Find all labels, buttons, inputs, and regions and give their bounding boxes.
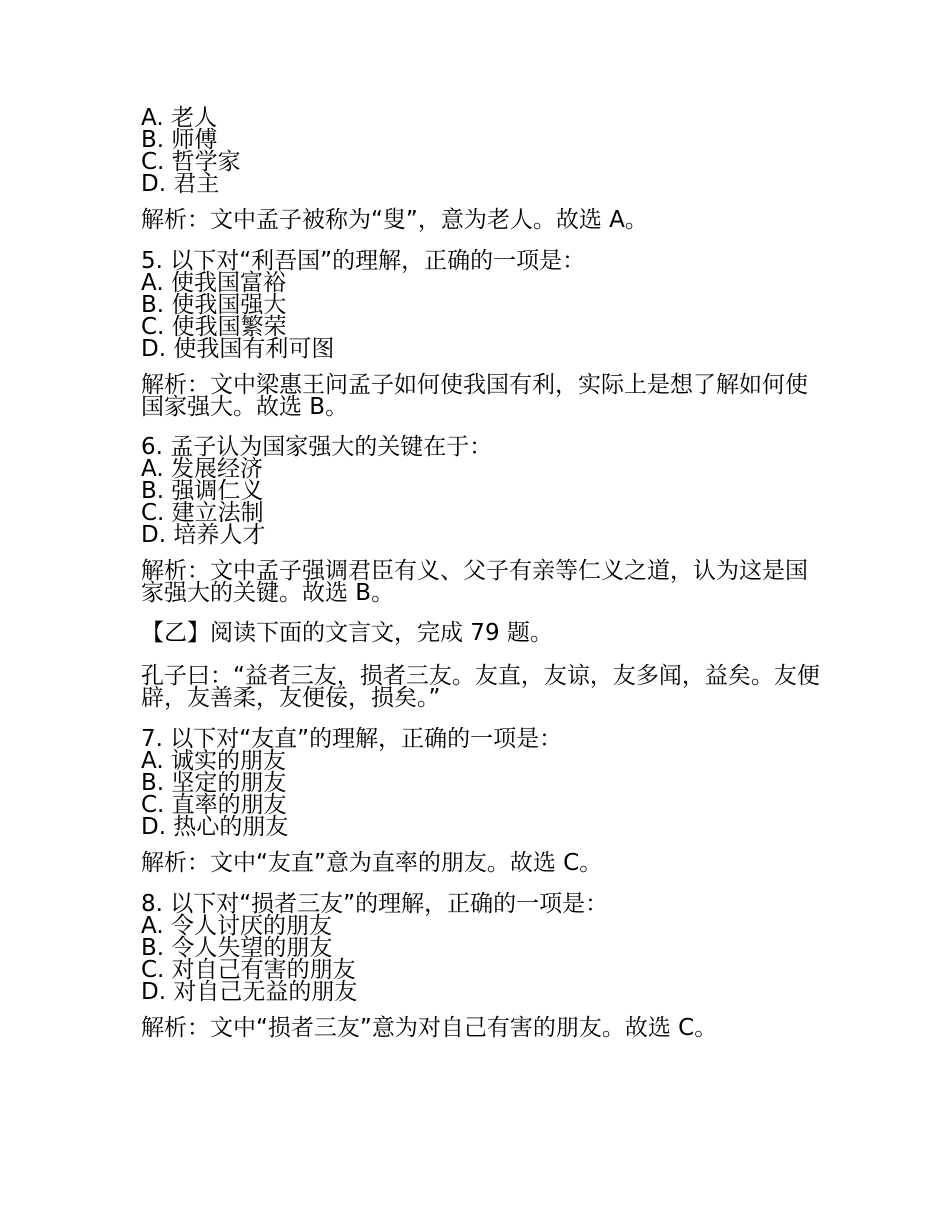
q5-option-c: C. 使我国繁荣 — [141, 314, 287, 340]
q7-option-a: A. 诚实的朋友 — [141, 748, 286, 774]
q8-analysis: 解析：文中“损者三友”意为对自己有害的朋友。故选 C。 — [141, 1015, 718, 1041]
section-yi-heading: 【乙】阅读下面的文言文，完成 79 题。 — [141, 620, 553, 646]
q7 — [141, 728, 821, 838]
q5-analysis: 解析：文中梁惠王问孟子如何使我国有利，实际上是想了解如何使国家强大。故选 B。 — [141, 372, 808, 420]
q7-analysis: 解析：文中“友直”意为直率的朋友。故选 C。 — [141, 850, 603, 876]
q7-option-c: C. 直率的朋友 — [141, 792, 287, 818]
q5-option-a: A. 使我国富裕 — [141, 270, 286, 296]
q4-options — [141, 107, 821, 195]
q6-stem: 6. 孟子认为国家强大的关键在于： — [141, 434, 493, 460]
q8-stem: 8. 以下对“损者三友”的理解，正确的一项是： — [141, 891, 609, 917]
q5-stem: 5. 以下对“利吾国”的理解，正确的一项是： — [141, 248, 586, 274]
q4-option-a: A. 老人 — [141, 105, 217, 131]
q8-option-a: A. 令人讨厌的朋友 — [141, 913, 332, 939]
section-yi-passage: 孔子曰：“益者三友，损者三友。友直，友谅，友多闻，益矣。友便辟，友善柔，友便佞，损矣。” — [141, 663, 820, 711]
q8-option-d: D. 对自己无益的朋友 — [141, 979, 358, 1005]
document-page — [141, 107, 821, 1050]
q5 — [141, 250, 821, 360]
q8 — [141, 893, 821, 1003]
q4-option-b: B. 师傅 — [141, 127, 218, 153]
q8-option-c: C. 对自己有害的朋友 — [141, 957, 356, 983]
q6-option-b: B. 强调仁义 — [141, 478, 264, 504]
q4-analysis: 解析：文中孟子被称为“叟”，意为老人。故选 A。 — [141, 207, 648, 233]
q4-option-d: D. 君主 — [141, 171, 220, 197]
q6 — [141, 436, 821, 546]
q5-option-d: D. 使我国有利可图 — [141, 336, 335, 362]
q5-option-b: B. 使我国强大 — [141, 292, 287, 318]
q6-option-a: A. 发展经济 — [141, 456, 263, 482]
q4-option-c: C. 哲学家 — [141, 149, 241, 175]
q8-option-b: B. 令人失望的朋友 — [141, 935, 333, 961]
q7-option-d: D. 热心的朋友 — [141, 814, 289, 840]
q7-stem: 7. 以下对“友直”的理解，正确的一项是： — [141, 726, 563, 752]
q6-option-d: D. 培养人才 — [141, 522, 266, 548]
q6-analysis: 解析：文中孟子强调君臣有义、父子有亲等仁义之道，认为这是国家强大的关键。故选 B。 — [141, 558, 808, 606]
q7-option-b: B. 坚定的朋友 — [141, 770, 287, 796]
q6-option-c: C. 建立法制 — [141, 500, 264, 526]
